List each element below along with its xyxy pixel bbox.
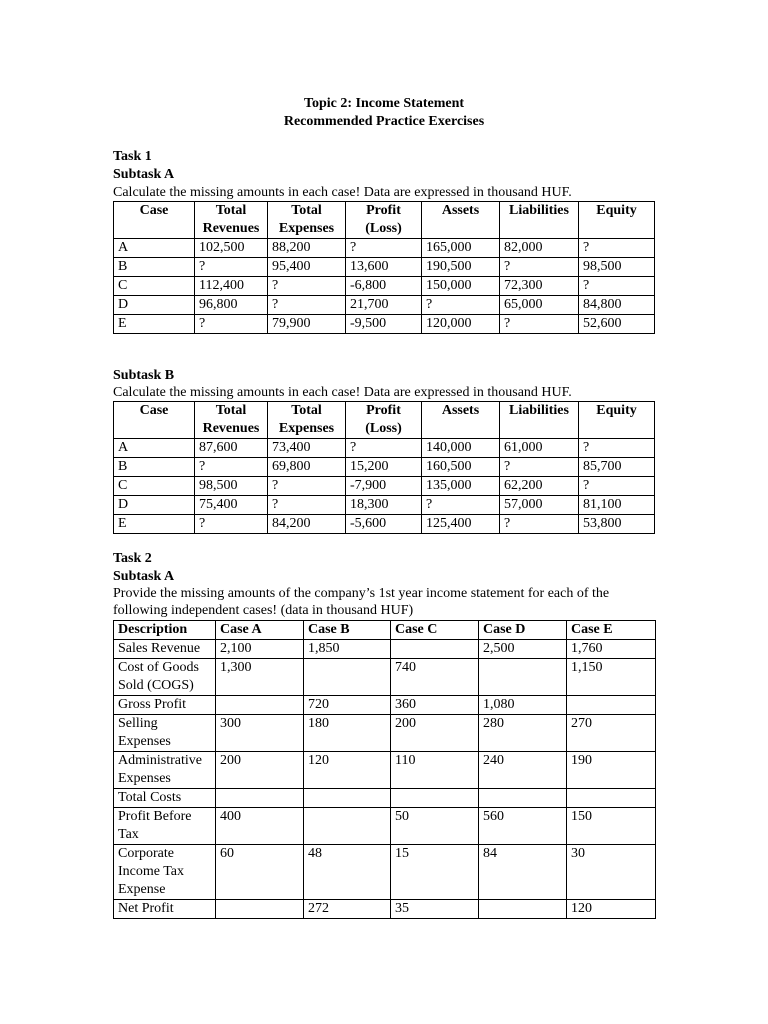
table-cell: 140,000 (422, 439, 500, 458)
table-cell: 102,500 (195, 239, 268, 258)
table-cell: ? (579, 477, 655, 496)
col-header-assets: Assets (422, 402, 500, 439)
table-cell: ? (579, 439, 655, 458)
table-cell: E (114, 315, 195, 334)
task1-subtaskB-instruction: Calculate the missing amounts in each case! Data are expressed in thousand HUF. (113, 385, 572, 400)
col-header-case-d: Case D (479, 621, 567, 640)
table-cell: 190 (567, 752, 656, 789)
table-cell: 120,000 (422, 315, 500, 334)
table-cell: 400 (216, 808, 304, 845)
table-cell: E (114, 515, 195, 534)
table-cell: 48 (304, 845, 391, 900)
task2-subtaskA-heading: Subtask A (113, 569, 175, 584)
col-header-total-expenses: Total Expenses (268, 402, 346, 439)
table-cell: 112,400 (195, 277, 268, 296)
col-header-total-revenues: Total Revenues (195, 402, 268, 439)
table-cell: 15,200 (346, 458, 422, 477)
table-cell (567, 789, 656, 808)
task2-instruction-line1: Provide the missing amounts of the company’s 1st year income statement for each of the (113, 586, 610, 601)
table-row (114, 458, 655, 477)
table-cell: 560 (479, 808, 567, 845)
table-row (114, 808, 656, 845)
table-row (114, 845, 656, 900)
page-title: Topic 2: Income Statement (303, 96, 465, 111)
table-cell: 300 (216, 715, 304, 752)
table-cell: -6,800 (346, 277, 422, 296)
table-cell: 110 (391, 752, 479, 789)
table-row (114, 439, 655, 458)
table-cell (304, 808, 391, 845)
col-header-liabilities: Liabilities (500, 202, 579, 239)
table-cell: 125,400 (422, 515, 500, 534)
col-header-total-revenues: Total Revenues (195, 202, 268, 239)
table-row (114, 277, 655, 296)
table-cell (304, 659, 391, 696)
table-cell: 160,500 (422, 458, 500, 477)
table-cell: ? (195, 515, 268, 534)
table-cell (567, 696, 656, 715)
row-label: Gross Profit (114, 696, 216, 715)
table-cell: 740 (391, 659, 479, 696)
col-header-case-e: Case E (567, 621, 656, 640)
table-cell: 82,000 (500, 239, 579, 258)
col-header-description: Description (114, 621, 216, 640)
table-row (114, 659, 656, 696)
table-cell: 15 (391, 845, 479, 900)
table-cell: 240 (479, 752, 567, 789)
table-cell: 21,700 (346, 296, 422, 315)
table-cell: A (114, 239, 195, 258)
row-label: Total Costs (114, 789, 216, 808)
table-cell: 84 (479, 845, 567, 900)
row-label: Selling Expenses (114, 715, 216, 752)
row-label: Net Profit (114, 900, 216, 919)
table-cell: 75,400 (195, 496, 268, 515)
table-cell: ? (195, 258, 268, 277)
row-label: Administrative Expenses (114, 752, 216, 789)
col-header-equity: Equity (579, 202, 655, 239)
table-row (114, 239, 655, 258)
table-cell: 280 (479, 715, 567, 752)
row-label: Cost of Goods Sold (COGS) (114, 659, 216, 696)
table-cell: B (114, 458, 195, 477)
col-header-case-c: Case C (391, 621, 479, 640)
page-subtitle: Recommended Practice Exercises (283, 114, 485, 129)
table-row (114, 789, 656, 808)
table-cell: 73,400 (268, 439, 346, 458)
table-cell: 98,500 (579, 258, 655, 277)
table-cell: 81,100 (579, 496, 655, 515)
table-cell: 270 (567, 715, 656, 752)
task1-subtaskA-instruction: Calculate the missing amounts in each case! Data are expressed in thousand HUF. (113, 185, 572, 200)
table-cell: 98,500 (195, 477, 268, 496)
table-cell: 200 (391, 715, 479, 752)
table-cell: 96,800 (195, 296, 268, 315)
table-cell: -5,600 (346, 515, 422, 534)
table-cell: 165,000 (422, 239, 500, 258)
table-cell: ? (195, 458, 268, 477)
table-cell: 84,200 (268, 515, 346, 534)
table-cell: 65,000 (500, 296, 579, 315)
table-cell: 85,700 (579, 458, 655, 477)
table-cell: 88,200 (268, 239, 346, 258)
table-row (114, 715, 656, 752)
col-header-equity: Equity (579, 402, 655, 439)
table-row (114, 315, 655, 334)
table-cell: C (114, 477, 195, 496)
table-cell: ? (500, 258, 579, 277)
table-cell: ? (579, 239, 655, 258)
table-cell: ? (579, 277, 655, 296)
table-cell: 150 (567, 808, 656, 845)
task1-subtaskB-table (113, 401, 655, 534)
table-row (114, 496, 655, 515)
table-cell: 120 (304, 752, 391, 789)
task2-heading: Task 2 (113, 551, 152, 566)
table-cell: 30 (567, 845, 656, 900)
table-cell: -9,500 (346, 315, 422, 334)
table-cell: 150,000 (422, 277, 500, 296)
task1-heading: Task 1 (113, 149, 152, 164)
table-cell: 18,300 (346, 496, 422, 515)
table-cell (391, 640, 479, 659)
table-cell: B (114, 258, 195, 277)
table-cell: 180 (304, 715, 391, 752)
table-cell: D (114, 296, 195, 315)
col-header-case-a: Case A (216, 621, 304, 640)
table-cell: 135,000 (422, 477, 500, 496)
task2-subtaskA-table (113, 620, 656, 919)
col-header-total-expenses: Total Expenses (268, 202, 346, 239)
table-row (114, 258, 655, 277)
table-cell: 87,600 (195, 439, 268, 458)
table-cell: 1,080 (479, 696, 567, 715)
table-row (114, 752, 656, 789)
table-cell: ? (268, 496, 346, 515)
table-cell: ? (346, 439, 422, 458)
table-cell: ? (268, 477, 346, 496)
table-cell: D (114, 496, 195, 515)
table-row (114, 696, 656, 715)
col-header-case-b: Case B (304, 621, 391, 640)
table-cell: 61,000 (500, 439, 579, 458)
table-cell: 1,300 (216, 659, 304, 696)
table-cell: ? (195, 315, 268, 334)
col-header-assets: Assets (422, 202, 500, 239)
table-cell: 62,200 (500, 477, 579, 496)
table-cell: ? (500, 458, 579, 477)
table-cell: 190,500 (422, 258, 500, 277)
table-cell (479, 789, 567, 808)
row-label: Corporate Income Tax Expense (114, 845, 216, 900)
table-cell: 2,100 (216, 640, 304, 659)
task1-subtaskA-heading: Subtask A (113, 167, 175, 182)
table-cell: 72,300 (500, 277, 579, 296)
table-cell: ? (500, 515, 579, 534)
table-row (114, 515, 655, 534)
col-header-liabilities: Liabilities (500, 402, 579, 439)
table-cell: 50 (391, 808, 479, 845)
table-cell: C (114, 277, 195, 296)
table-cell: 720 (304, 696, 391, 715)
table-cell: 79,900 (268, 315, 346, 334)
table-cell: -7,900 (346, 477, 422, 496)
table-cell (216, 789, 304, 808)
table-cell: 360 (391, 696, 479, 715)
table-cell: 120 (567, 900, 656, 919)
table-row (114, 900, 656, 919)
table-cell: ? (268, 296, 346, 315)
table-cell: 2,500 (479, 640, 567, 659)
table-cell: A (114, 439, 195, 458)
table-cell: ? (422, 296, 500, 315)
row-label: Sales Revenue (114, 640, 216, 659)
table-cell: 60 (216, 845, 304, 900)
task1-subtaskB-heading: Subtask B (113, 368, 175, 383)
table-cell: 272 (304, 900, 391, 919)
table-cell (479, 659, 567, 696)
table-cell: 95,400 (268, 258, 346, 277)
col-header-case: Case (114, 402, 195, 439)
table-cell: 200 (216, 752, 304, 789)
row-label: Profit Before Tax (114, 808, 216, 845)
table-cell: ? (422, 496, 500, 515)
table-cell: 84,800 (579, 296, 655, 315)
table-row (114, 640, 656, 659)
table-cell: 1,150 (567, 659, 656, 696)
table-cell: 69,800 (268, 458, 346, 477)
table-cell: 57,000 (500, 496, 579, 515)
col-header-profit-loss: Profit (Loss) (346, 402, 422, 439)
table-row (114, 296, 655, 315)
col-header-case: Case (114, 202, 195, 239)
task2-instruction-line2: following independent cases! (data in thousand HUF) (113, 603, 414, 618)
table-cell: 35 (391, 900, 479, 919)
table-cell: ? (500, 315, 579, 334)
col-header-profit-loss: Profit (Loss) (346, 202, 422, 239)
table-cell: ? (268, 277, 346, 296)
table-cell: 13,600 (346, 258, 422, 277)
table-cell: 52,600 (579, 315, 655, 334)
task1-subtaskA-table (113, 201, 655, 334)
table-cell: 53,800 (579, 515, 655, 534)
table-cell: ? (346, 239, 422, 258)
table-cell (216, 900, 304, 919)
table-cell (216, 696, 304, 715)
table-cell: 1,760 (567, 640, 656, 659)
table-cell (304, 789, 391, 808)
table-cell: 1,850 (304, 640, 391, 659)
table-cell (479, 900, 567, 919)
table-row (114, 477, 655, 496)
table-cell (391, 789, 479, 808)
